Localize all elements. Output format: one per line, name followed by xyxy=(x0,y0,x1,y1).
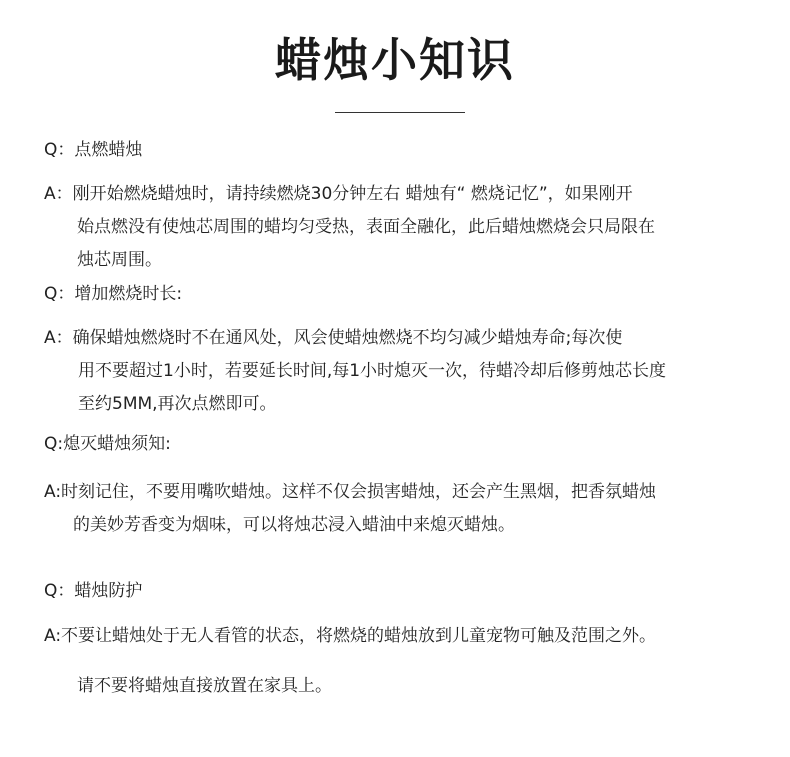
answer-line: A:不要让蜡烛处于无人看管的状态，将燃烧的蜡烛放到儿童宠物可触及范围之外。 xyxy=(44,626,657,646)
question-text: Q：蜡烛防护 xyxy=(44,581,143,601)
answer-line: 至约5MM,再次点燃即可。 xyxy=(78,394,277,414)
answer-line: A：确保蜡烛燃烧时不在通风处，风会使蜡烛燃烧不均匀减少蜡烛寿命;每次使 xyxy=(44,328,623,348)
answer-line: 的美妙芳香变为烟味，可以将烛芯浸入蜡油中来熄灭蜡烛。 xyxy=(73,515,515,535)
question-text: Q：增加燃烧时长: xyxy=(44,284,183,304)
answer-line: 烛芯周围。 xyxy=(77,250,162,270)
title-divider xyxy=(335,112,465,113)
answer-2 xyxy=(44,322,768,421)
answer-4-note xyxy=(44,670,768,703)
answer-line: 请不要将蜡烛直接放置在家具上。 xyxy=(77,676,332,696)
question-text: Q：点燃蜡烛 xyxy=(44,140,143,160)
question-1 xyxy=(44,134,768,167)
question-4 xyxy=(44,575,768,608)
answer-line: 用不要超过1小时，若要延长时间,每1小时熄灭一次，待蜡冷却后修剪烛芯长度 xyxy=(78,361,667,381)
question-2 xyxy=(44,278,768,311)
answer-4 xyxy=(44,620,768,653)
answer-line: 始点燃没有使烛芯周围的蜡均匀受热，表面全融化，此后蜡烛燃烧会只局限在 xyxy=(77,217,655,237)
question-3 xyxy=(44,428,768,461)
answer-1 xyxy=(44,178,768,277)
page-title: 蜡烛小知识 xyxy=(275,33,515,87)
answer-line: A:时刻记住，不要用嘴吹蜡烛。这样不仅会损害蜡烛，还会产生黑烟，把香氛蜡烛 xyxy=(44,482,657,502)
question-text: Q:熄灭蜡烛须知: xyxy=(44,434,171,454)
answer-line: A：刚开始燃烧蜡烛时，请持续燃烧30分钟左右 蜡烛有“ 燃烧记忆”，如果刚开 xyxy=(44,184,633,204)
answer-3 xyxy=(44,476,768,542)
